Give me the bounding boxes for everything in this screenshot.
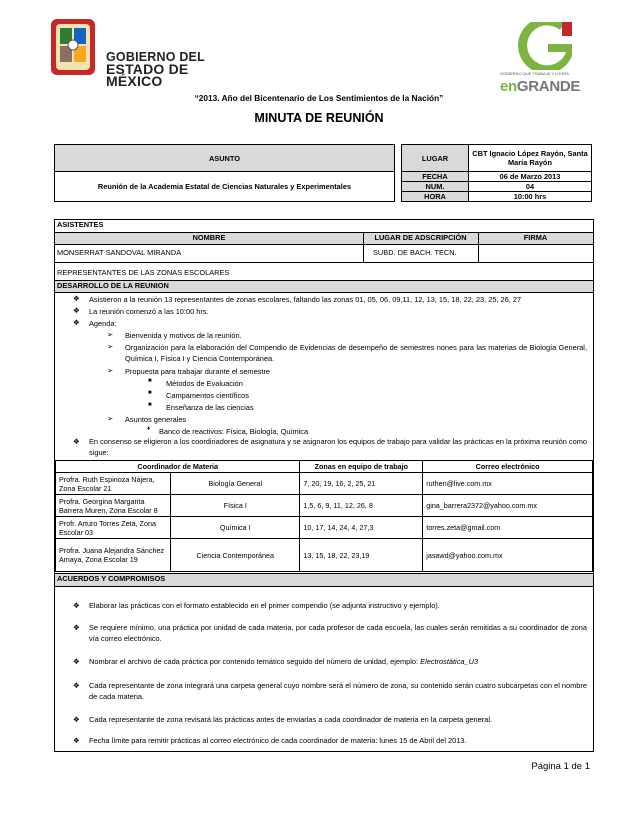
engrande-text: enGRANDE bbox=[500, 78, 581, 95]
diamond-bullet-icon: ❖ bbox=[73, 681, 80, 690]
acuerdo-2: Se requiere mínimo, una práctica por unidad de cada materia, por cada profesor de cada escuela, las cuales serán remitidas a su coordinador de zona vía correo electrónico. bbox=[89, 623, 587, 643]
engrande-tagline: GOBIERNO QUE TRABAJA Y LOGRA bbox=[500, 71, 569, 76]
coord-header-correo: Correo electrónico bbox=[423, 461, 593, 473]
coordinators-table bbox=[55, 460, 593, 572]
square-bullet-icon: ■ bbox=[148, 378, 152, 384]
table-row bbox=[56, 495, 593, 517]
table-row bbox=[56, 473, 593, 495]
coord-header-coordinador: Coordinador de Materia bbox=[56, 461, 300, 473]
diamond-bullet-icon: ❖ bbox=[73, 437, 80, 446]
col-nombre: NOMBRE bbox=[192, 233, 226, 242]
square-bullet-icon: ■ bbox=[148, 390, 152, 396]
coord-materia: Biología General bbox=[171, 473, 300, 495]
acuerdo-3: Nombrar el archivo de cada práctica por contenido temático seguido del número de unidad, ejemplo: Electrostática_U3 bbox=[89, 657, 479, 666]
desarrollo-p4: En consenso se eligieron a los coordinadores de asignatura y se asignaron los equipos de trabajo para validar las prácticas en la próxima reunión como sigue: bbox=[89, 437, 587, 457]
coord-correo: torres.zeta@gmail.com bbox=[423, 517, 593, 539]
fecha-label: FECHA bbox=[402, 172, 469, 182]
diamond-bullet-icon: ❖ bbox=[73, 657, 80, 666]
diamond-bullet-icon: ❖ bbox=[73, 736, 80, 745]
coord-header-zonas: Zonas en equipo de trabajo bbox=[300, 461, 423, 473]
diamond-bullet-icon: ❖ bbox=[73, 623, 80, 632]
representantes-row: REPRESENTANTES DE LAS ZONAS ESCOLARES bbox=[57, 268, 230, 277]
agenda-1: Bienvenida y motivos de la reunión. bbox=[125, 331, 242, 340]
col-firma: FIRMA bbox=[523, 233, 548, 242]
desarrollo-p1: Asistieron a la reunión 13 representantes de zonas escolares, faltando las zonas 01, 05, 06, 09,11, 12, 13, 15, 18, 22, 23, 25, 26, 27 bbox=[89, 295, 522, 304]
coord-zonas: 1,5, 6, 9, 11, 12, 26, 8 bbox=[300, 495, 423, 517]
agenda-3-3: Enseñanza de las ciencias bbox=[166, 403, 254, 412]
gobierno-text: GOBIERNO DEL ESTADO DE MÉXICO bbox=[106, 50, 205, 89]
diamond-bullet-icon: ❖ bbox=[73, 306, 80, 315]
coord-correo: ruthen@live.com.mx bbox=[423, 473, 593, 495]
dot-bullet-icon: ♦ bbox=[147, 426, 151, 432]
coord-correo: gina_barrera2372@yahoo.com.mx bbox=[423, 495, 593, 517]
square-bullet-icon: ■ bbox=[148, 402, 152, 408]
desarrollo-label: DESARROLLO DE LA REUNION bbox=[55, 281, 593, 292]
agenda-4-1: Banco de reactivos: Física, Biología, Química bbox=[159, 427, 309, 436]
page-number: Página 1 de 1 bbox=[531, 761, 590, 772]
coord-zonas: 10, 17, 14, 24, 4, 27,3 bbox=[300, 517, 423, 539]
arrow-bullet-icon: ➢ bbox=[107, 366, 114, 375]
table-row bbox=[56, 539, 593, 572]
coord-zonas: 13, 15, 18, 22, 23,19 bbox=[300, 539, 423, 572]
engrande-logo bbox=[500, 22, 588, 95]
hora-label: HORA bbox=[402, 192, 469, 202]
coord-name: Profra. Juana Alejandra Sánchez Amaya, Zona Escolar 19 bbox=[56, 539, 171, 572]
num-label: NUM. bbox=[402, 182, 469, 192]
acuerdos-label: ACUERDOS Y COMPROMISOS bbox=[55, 574, 593, 586]
acuerdo-5: Cada representante de zona revisará las prácticas antes de enviarlas a cada coordinador de materia en la carpeta general. bbox=[89, 715, 493, 724]
acuerdo-6: Fecha límite para remitir prácticas al correo electrónico de cada coordinador de materia: lunes 15 de Abril del 2013. bbox=[89, 736, 467, 745]
diamond-bullet-icon: ❖ bbox=[73, 715, 80, 724]
asistente-nombre: MONSERRAT SANDOVAL MIRANDA bbox=[57, 248, 182, 257]
arrow-bullet-icon: ➢ bbox=[107, 330, 114, 339]
table-row bbox=[56, 517, 593, 539]
info-table bbox=[54, 144, 592, 202]
coat-of-arms-icon bbox=[50, 18, 96, 76]
fecha-value: 06 de Marzo 2013 bbox=[469, 172, 592, 182]
coord-name: Profra. Georgina Margarita Barrera Muren, Zona Escolar 8 bbox=[56, 495, 171, 517]
diamond-bullet-icon: ❖ bbox=[73, 294, 80, 303]
lugar-label: LUGAR bbox=[402, 145, 469, 172]
example-filename: Electrostática_U3 bbox=[420, 657, 479, 666]
motto: “2013. Año del Bicentenario de Los Sentimientos de la Nación” bbox=[194, 93, 444, 103]
gobierno-logo bbox=[50, 18, 230, 89]
coord-correo: jasawd@yahoo.com.mx bbox=[423, 539, 593, 572]
asunto-value: Reunión de la Academia Estatal de Ciencias Naturales y Experimentales bbox=[55, 172, 395, 202]
diamond-bullet-icon: ❖ bbox=[73, 601, 80, 610]
minuta-body bbox=[54, 219, 594, 752]
agenda-3: Propuesta para trabajar durante el semestre bbox=[125, 367, 271, 376]
desarrollo-p2: La reunión comenzó a las 10:00 hrs. bbox=[89, 307, 209, 316]
col-lugar: LUGAR DE ADSCRIPCIÓN bbox=[374, 233, 467, 242]
coord-materia: Ciencia Contemporánea bbox=[171, 539, 300, 572]
hora-value: 10:00 hrs bbox=[469, 192, 592, 202]
acuerdo-4: Cada representante de zona integrará una carpeta general cuyo nombre será el número de zona, su contenido serán cuatro subcarpetas con el nombre de cada materia. bbox=[89, 681, 587, 701]
coord-zonas: 7, 20, 19, 16, 2, 25, 21 bbox=[300, 473, 423, 495]
agenda-2: Organización para la elaboración del Compendio de Evidencias de desempeño de semestres nones para las materias de Biología General, Química I, Física I y Ciencia Contemporánea. bbox=[125, 343, 587, 363]
arrow-bullet-icon: ➢ bbox=[107, 342, 114, 351]
desarrollo-p3: Agenda: bbox=[89, 319, 117, 328]
coord-materia: Química I bbox=[171, 517, 300, 539]
arrow-bullet-icon: ➢ bbox=[107, 414, 114, 423]
diamond-bullet-icon: ❖ bbox=[73, 318, 80, 327]
coord-name: Profra. Ruth Espinoza Nájera, Zona Escolar 21 bbox=[56, 473, 171, 495]
spacer bbox=[395, 145, 402, 202]
lugar-value: CBT Ignacio López Rayón, Santa María Rayón bbox=[469, 145, 592, 172]
page-title: MINUTA DE REUNIÓN bbox=[254, 111, 384, 125]
asistentes-label: ASISTENTES bbox=[55, 220, 593, 232]
coord-name: Profr. Arturo Torres Zeta, Zona Escolar 03 bbox=[56, 517, 171, 539]
asunto-label: ASUNTO bbox=[55, 145, 395, 172]
agenda-3-2: Campamentos científicos bbox=[166, 391, 249, 400]
num-value: 04 bbox=[469, 182, 592, 192]
agenda-4: Asuntos generales bbox=[125, 415, 187, 424]
coord-materia: Física I bbox=[171, 495, 300, 517]
g-logo-icon bbox=[500, 22, 588, 70]
agenda-3-1: Métodos de Evaluación bbox=[166, 379, 243, 388]
asistente-lugar: SUBD. DE BACH. TECN. bbox=[373, 248, 457, 257]
acuerdo-1: Elaborar las prácticas con el formato establecido en el primer compendio (se adjunta instructivo y ejemplo). bbox=[89, 601, 440, 610]
